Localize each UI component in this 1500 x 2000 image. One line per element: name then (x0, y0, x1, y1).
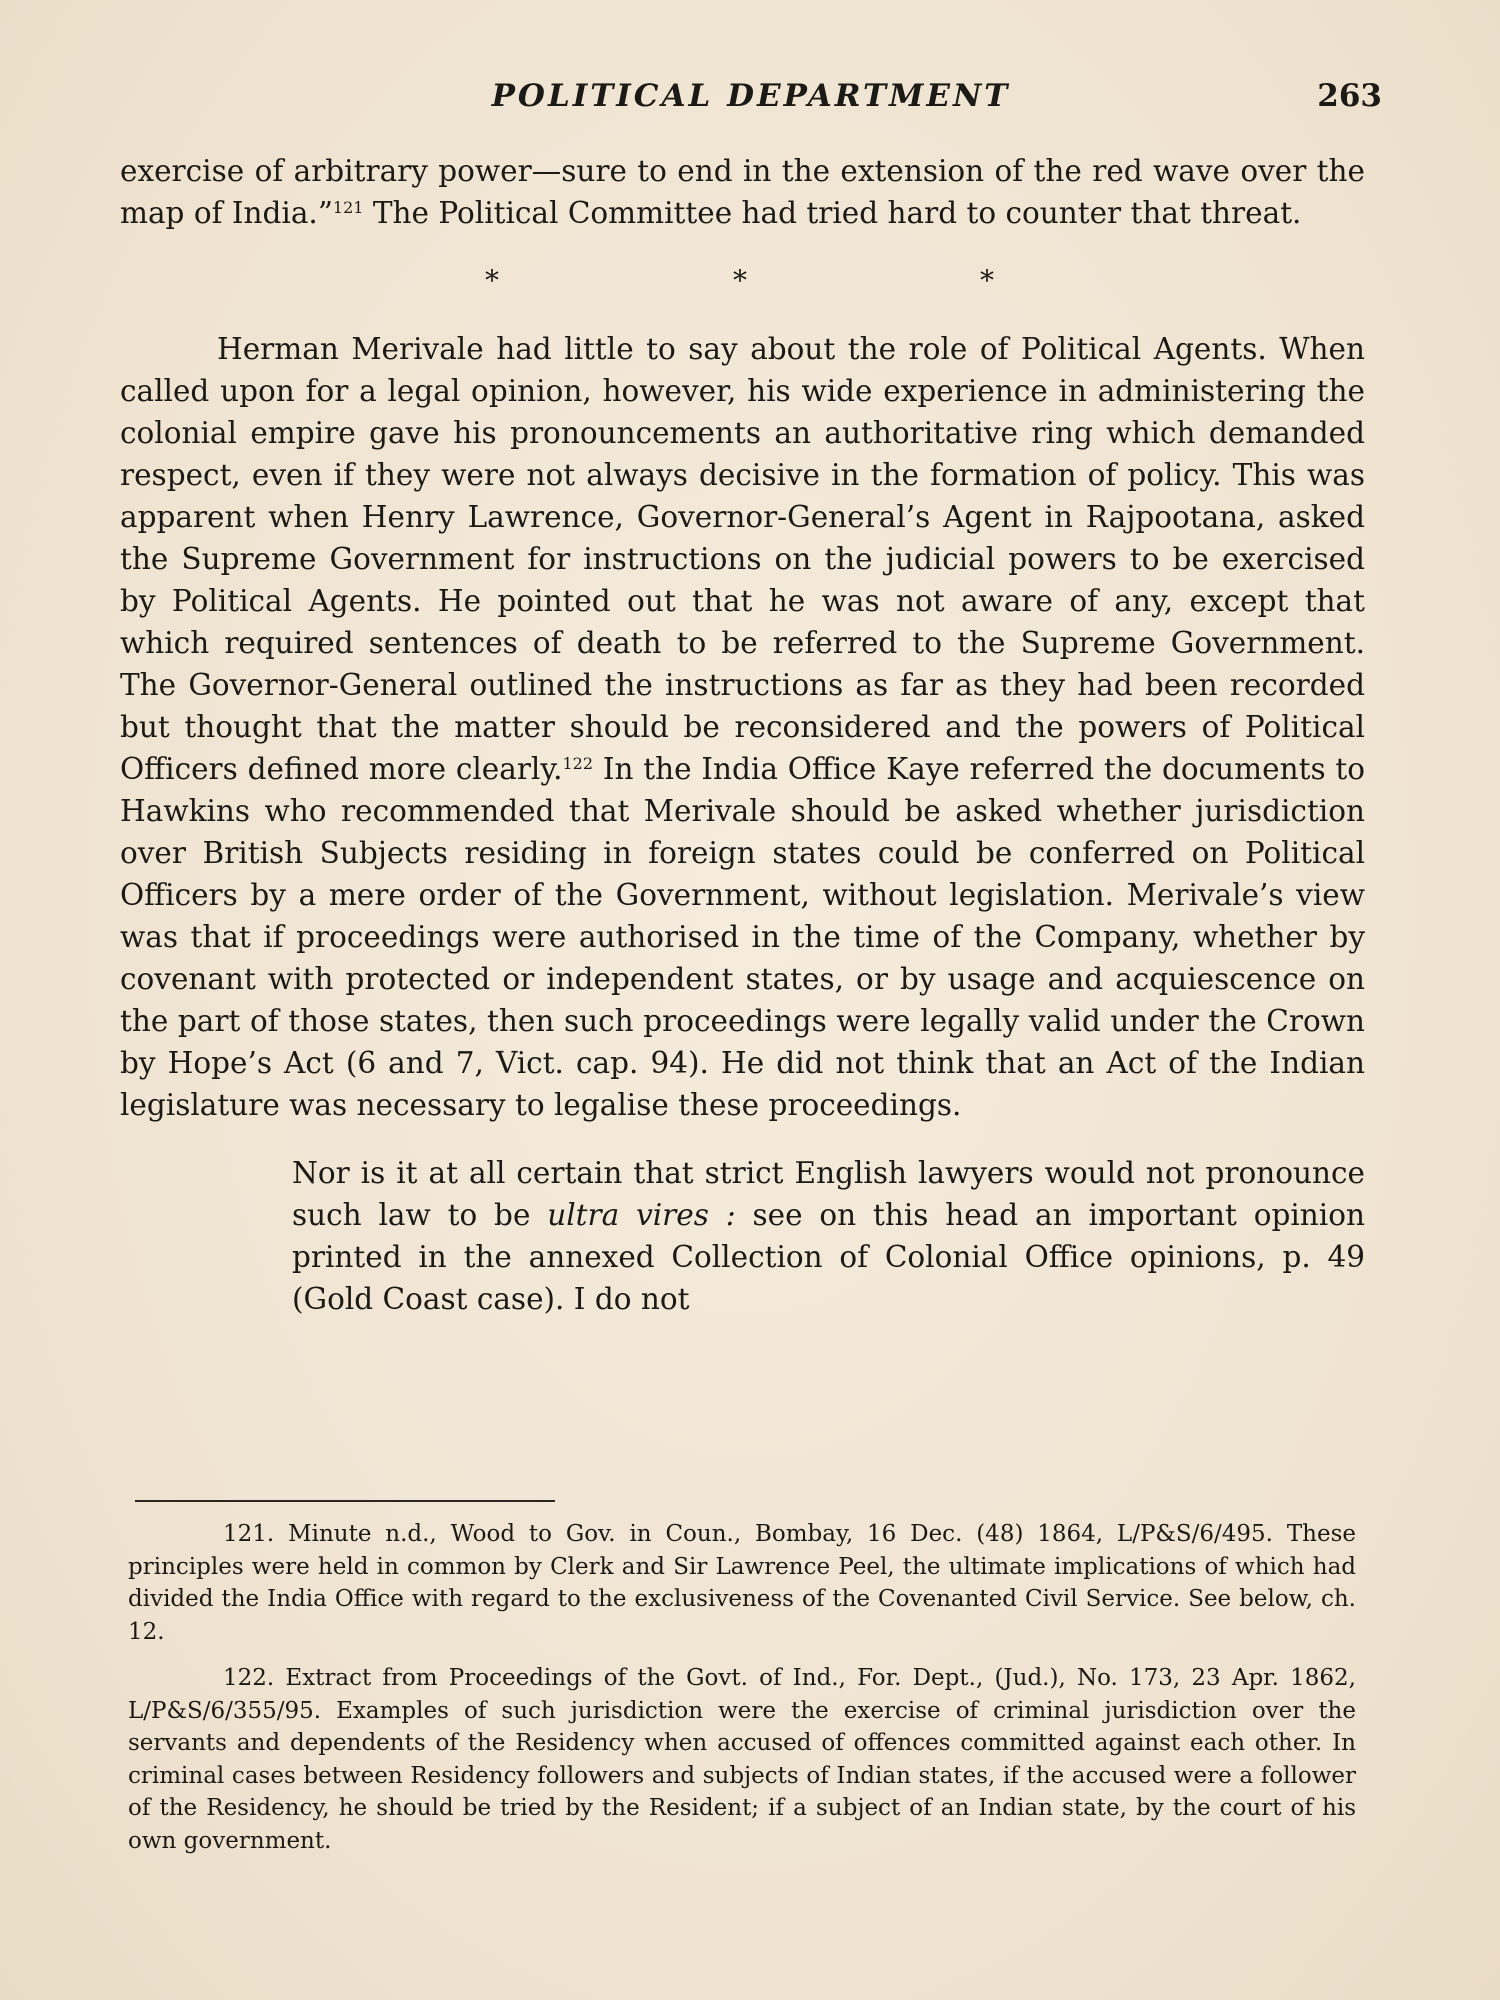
asterisk: * (980, 264, 994, 297)
body-text (120, 150, 1365, 1320)
paragraph-merivale (120, 328, 1365, 1126)
paragraph-continuation (120, 150, 1365, 234)
asterisk: * (485, 264, 499, 297)
quote-text: Nor is it at all certain that strict English lawyers would not pronounce such law to be (292, 1156, 1365, 1232)
asterisk: * (733, 264, 747, 297)
footnote-number: 121. (223, 1521, 275, 1547)
page-header (120, 78, 1382, 118)
paragraph-text: Herman Merivale had little to say about the role of Political Agents. When called upon for a legal opinion, however, his wide experience in administering the colonial empire gave his pronouncements an authoritative ring which demanded respect, even if they were not always decisive in the formation of policy. This was apparent when Henry Lawrence, Governor-General’s Agent in Rajpootana, asked the Supreme Government for instructions on the judicial powers to be exercised by Political Agents. He pointed out that he was not aware of any, except that which required sentences of death to be referred to the Supreme Government. The Governor-General outlined the instructions as far as they had been recorded but thought that the matter should be reconsidered and the powers of Political Officers defined more clearly. (120, 332, 1365, 786)
footnote-ref-121: 121 (332, 198, 364, 217)
quote-text: see on this head an important opinion printed in the annexed Collection of Colonial Office opinions, p. 49 (Gold Coast case). I do not (292, 1198, 1366, 1316)
footnote-122 (128, 1662, 1356, 1857)
page-number: 263 (1317, 78, 1382, 114)
footnotes (128, 1518, 1356, 1871)
paragraph-text: The Political Committee had tried hard to counter that threat. (363, 196, 1302, 230)
section-separator (120, 260, 1365, 302)
footnote-121 (128, 1518, 1356, 1648)
quote-italic: ultra vires : (547, 1198, 736, 1232)
footnote-text: Minute n.d., Wood to Gov. in Coun., Bombay, 16 Dec. (48) 1864, L/P&S/6/495. These principles were held in common by Clerk and Sir Lawrence Peel, the ultimate implications of which had divided the India Office with regard to the exclusiveness of the Covenanted Civil Service. See below, ch. 12. (128, 1521, 1356, 1645)
footnote-text: Extract from Proceedings of the Govt. of Ind., For. Dept., (Jud.), No. 173, 23 Apr. 1862, L/P&S/6/355/95. Examples of such jurisdiction were the exercise of criminal jurisdiction over the servants and dependents of the Residency when accused of offences committed against each other. In criminal cases between Residency followers and subjects of Indian states, if the accused were a follower of the Residency, he should be tried by the Resident; if a subject of an Indian state, by the court of his own government. (128, 1665, 1356, 1854)
paragraph-text: In the India Office Kaye referred the documents to Hawkins who recommended that Merivale should be asked whether jurisdiction over British Subjects residing in foreign states could be conferred on Political Officers by a mere order of the Government, without legislation. Merivale’s view was that if proceedings were authorised in the time of the Company, whether by covenant with protected or independent states, or by usage and acquiescence on the part of those states, then such proceedings were legally valid under the Crown by Hope’s Act (6 and 7, Vict. cap. 94). He did not think that an Act of the Indian legislature was necessary to legalise these proceedings. (120, 752, 1365, 1122)
block-quote (292, 1152, 1365, 1320)
footnote-ref-122: 122 (562, 754, 594, 773)
paragraph-text: exercise of arbitrary power—sure to end in the extension of the red wave over the map of India.” (120, 154, 1365, 230)
running-head: POLITICAL DEPARTMENT (491, 78, 1011, 114)
footnote-number: 122. (223, 1665, 275, 1691)
footnote-divider (135, 1500, 555, 1502)
